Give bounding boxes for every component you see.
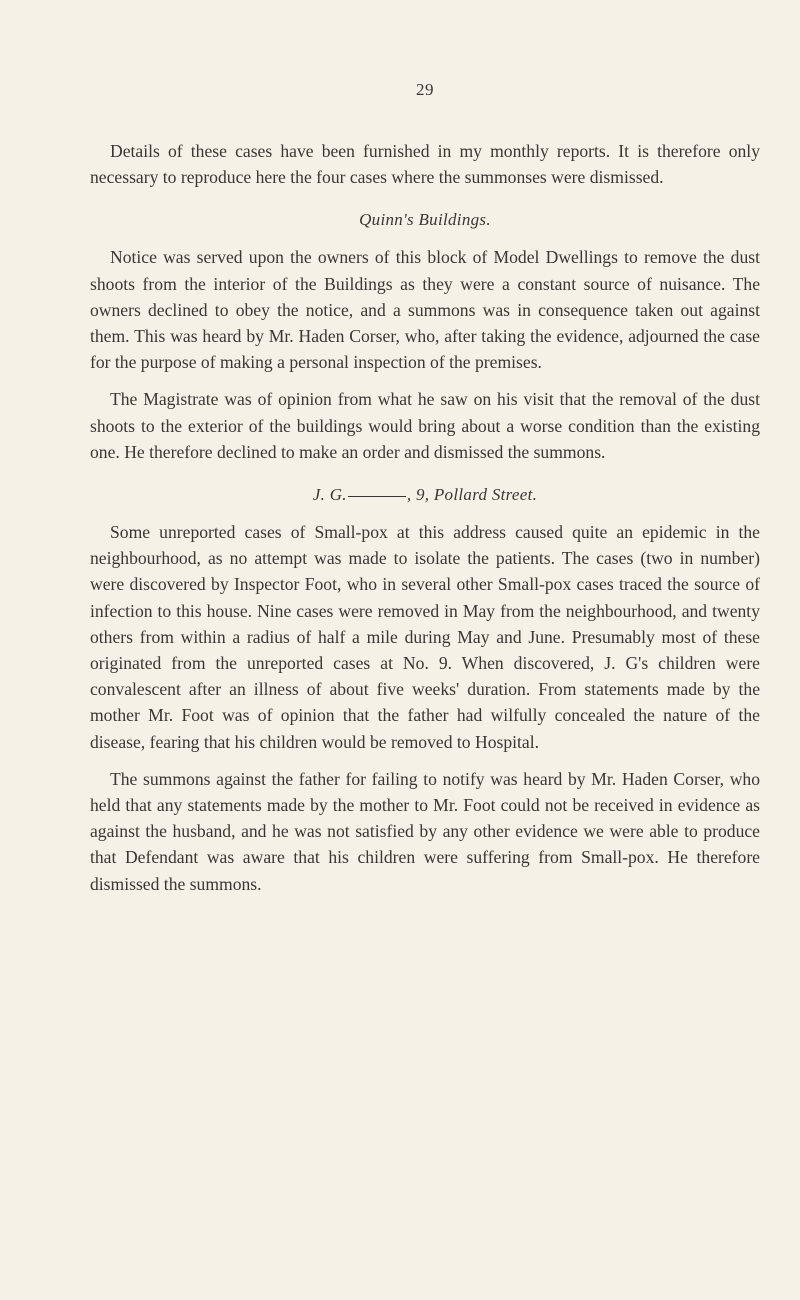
body-paragraph: Notice was served upon the owners of this block of Model Dwellings to remove the dust shoots from the interior of the Buildings as they were a constant source of nuisance. The owners declined to obey the notice, and a summons was in consequence taken out against them. This was heard by Mr. Haden Corser, who, after taking the evidence, adjourned the case for the purpose of making a personal inspection of the premises. — [90, 247, 760, 373]
heading-address: , 9, Pollard Street. — [406, 485, 538, 505]
section-heading-quinns-buildings: Quinn's Buildings. — [359, 210, 491, 230]
heading-name-initials: J. G. — [312, 485, 347, 505]
intro-paragraph: Details of these cases have been furnished in my monthly reports. It is therefore only necessary to reproduce here the four cases where the summonses were dismissed. — [90, 141, 760, 188]
section-heading-pollard-street — [90, 485, 760, 505]
document-page — [90, 80, 760, 908]
page-number: 29 — [416, 80, 434, 99]
body-paragraph: Some unreported cases of Small-pox at this address caused quite an epidemic in the neighbourhood, as no attempt was made to isolate the patients. The cases (two in number) were discovered by Inspector Foot, who in several other Small-pox cases traced the source of infection to this house. Nine cases were removed in May from the neighbourhood, and twenty others from within a radius of half a mile during May and June. Presumably most of these originated from the unreported cases at No. 9. When discovered, J. G's children were convalescent after an illness of about five weeks' duration. From statements made by the mother Mr. Foot was of opinion that the father had wilfully concealed the nature of the disease, fearing that his children would be removed to Hospital. — [90, 522, 760, 752]
body-paragraph: The Magistrate was of opinion from what he saw on his visit that the removal of the dust shoots to the exterior of the buildings would bring about a worse condition than the existing one. He therefore declined to make an order and dismissed the summons. — [90, 389, 760, 462]
body-paragraph: The summons against the father for failing to notify was heard by Mr. Haden Corser, who held that any statements made by the mother to Mr. Foot could not be received in evidence as against the husband, and he was not satisfied by any other evidence we were able to produce that Defendant was aware that his children were suffering from Small-pox. He therefore dismissed the summons. — [90, 768, 760, 894]
redaction-dash — [348, 496, 406, 497]
